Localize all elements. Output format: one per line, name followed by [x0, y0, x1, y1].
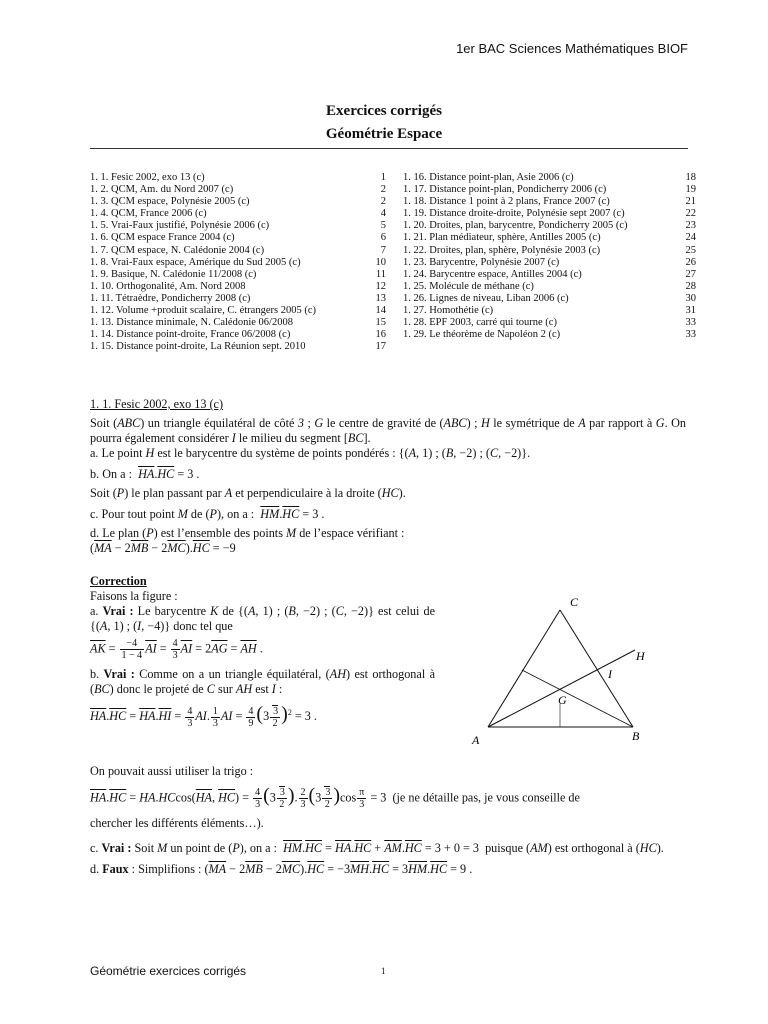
toc-entry[interactable] — [90, 196, 386, 208]
toc-entry[interactable] — [90, 317, 386, 329]
toc-entry-label: 1. 9. Basique, N. Calédonie 11/2008 (c) — [90, 268, 257, 280]
toc-entry[interactable] — [403, 232, 696, 244]
toc-entry-page: 5 — [380, 220, 386, 232]
toc-entry[interactable] — [90, 341, 386, 353]
toc-entry-label: 1. 13. Distance minimale, N. Calédonie 06/2008 — [90, 317, 293, 329]
toc-entry-label: 1. 27. Homothétie (c) — [403, 305, 494, 317]
toc-entry-page: 33 — [685, 317, 696, 329]
toc-entry-label: 1. 26. Lignes de niveau, Liban 2006 (c) — [403, 292, 569, 304]
toc-entry-page: 17 — [375, 341, 386, 353]
toc-entry-label: 1. 28. EPF 2003, carré qui tourne (c) — [403, 317, 557, 329]
page-number: 1 — [381, 966, 386, 976]
toc-entry-label: 1. 11. Tétraèdre, Pondicherry 2008 (c) — [90, 292, 251, 304]
toc-entry-page: 21 — [685, 196, 696, 208]
toc-entry-label: 1. 21. Plan médiateur, sphère, Antilles 2005 (c) — [403, 232, 601, 244]
toc-entry-label: 1. 7. QCM espace, N. Calédonie 2004 (c) — [90, 244, 265, 256]
toc-entry[interactable] — [403, 208, 696, 220]
median-b — [522, 670, 633, 727]
toc-entry[interactable] — [403, 172, 696, 184]
toc-entry-label: 1. 12. Volume +produit scalaire, C. étrangers 2005 (c) — [90, 305, 316, 317]
toc-entry-page: 2 — [380, 184, 386, 196]
toc-entry-page: 11 — [375, 268, 386, 280]
toc-entry[interactable] — [90, 293, 386, 305]
triangle-figure — [460, 592, 690, 752]
toc-entry[interactable] — [90, 245, 386, 257]
toc-entry[interactable] — [90, 184, 386, 196]
toc-entry[interactable] — [403, 305, 696, 317]
document-title: Exercices corrigés — [326, 103, 442, 119]
toc-entry-page: 1 — [380, 172, 386, 183]
toc-entry-label: 1. 20. Droites, plan, barycentre, Pondicherry 2005 (c) — [403, 220, 628, 232]
toc-entry-label: 1. 4. QCM, France 2006 (c) — [90, 208, 207, 220]
correction-part-trigo: On pouvait aussi utiliser la trigo : $\overline{HA}.\overline{HC} = HA.HCcos(\overline{HA}$, $\overline{HC}$) = $\frac{4}{3}$ (3 $\frac{3}{2}$ ). $\frac{2}{3}$ (3 $\frac{3}{2}$ )cos $\frac{\pi}{3}$ = 3 (je ne détaille pas, je vous conseille de chercher les différents éléments…). c. Vrai : Soit M un point de (P), on a : $\overline{HM}.\overline{HC} = \overline{HA}.\overline{HC} + \overline{AM}.\overline{HC} = 3 + 0 = 3$ puisque (AM) est orthogonal à (HC). d. Faux : Simplifions : $(\overline{MA} - 2\overline{MB} - 2\overline{MC}).\overline{HC} = -3\overline{MH}.\overline{HC} = 3\overline{HM}.\overline{HC} = 9$ . — [90, 764, 664, 876]
toc-entry-label: 1. 29. Le théorème de Napoléon 2 (c) — [403, 329, 561, 341]
toc-entry[interactable] — [90, 208, 386, 220]
toc-entry[interactable] — [90, 220, 386, 232]
label-h: H — [636, 649, 645, 663]
toc-entry-page: 16 — [375, 329, 386, 341]
toc-entry-label: 1. 18. Distance 1 point à 2 plans, France 2007 (c) — [403, 196, 610, 208]
toc-entry-page: 23 — [685, 220, 696, 232]
toc-entry[interactable] — [90, 281, 386, 293]
segment-ah — [488, 650, 635, 727]
toc-entry-label: 1. 1. Fesic 2002, exo 13 (c) — [90, 172, 205, 183]
toc-entry-page: 31 — [685, 305, 696, 317]
exercise-heading: 1. 1. Fesic 2002, exo 13 (c) — [90, 397, 224, 411]
toc-right-column — [403, 172, 696, 341]
toc-entry[interactable] — [403, 317, 696, 329]
toc-entry-page: 33 — [685, 329, 696, 341]
toc-entry-label: 1. 2. QCM, Am. du Nord 2007 (c) — [90, 184, 234, 196]
toc-entry-page: 24 — [685, 232, 696, 244]
toc-entry[interactable] — [403, 196, 696, 208]
toc-entry-page: 27 — [685, 268, 696, 280]
toc-entry[interactable] — [90, 257, 386, 269]
toc-entry[interactable] — [90, 305, 386, 317]
toc-entry-page: 22 — [685, 208, 696, 220]
toc-entry[interactable] — [403, 329, 696, 341]
document-subtitle: Géométrie Espace — [325, 126, 443, 142]
toc-entry-page: 4 — [380, 208, 386, 220]
correction-part-a: Correction Faisons la figure : a. Vrai : Le barycentre K de {(A, 1) ; (B, −2) ; (C, −2)} est celui de {(A, 1) ; (I, −4)} donc tel que $\overline{AK}$ = $\frac{-4}{1 - 4}$ $\overline{AI}$ = $\frac{4}{3}$ $\overline{AI} = 2\overline{AG} = \overline{AH}$ . b. Vrai : Comme on a un triangle équilatéral, (AH) est orthogonal à (BC) donc le projeté de C sur AH est I : $\overline{HA}.\overline{HC} = \overline{HA}.\overline{HI}$ = $\frac{4}{3}$ AI. $\frac{1}{3}$ AI = $\frac{4}{9}$ (3 $\frac{3}{2}$ )$^2$ = 3 . — [90, 574, 436, 729]
toc-entry-label: 1. 17. Distance point-plan, Pondicherry 2006 (c) — [403, 184, 607, 196]
toc-entry-label: 1. 25. Molécule de méthane (c) — [403, 280, 534, 292]
toc-entry[interactable] — [403, 269, 696, 281]
correction-heading: Correction — [90, 574, 147, 588]
toc-entry-page: 10 — [375, 256, 386, 268]
toc-entry-label: 1. 24. Barycentre espace, Antilles 2004 (c) — [403, 268, 582, 280]
toc-entry-page: 26 — [685, 256, 696, 268]
toc-entry-label: 1. 19. Distance droite-droite, Polynésie sept 2007 (c) — [403, 208, 625, 220]
toc-left-column — [90, 172, 386, 353]
toc-entry[interactable] — [403, 184, 696, 196]
toc-entry-page: 6 — [380, 232, 386, 244]
toc-entry-label: 1. 16. Distance point-plan, Asie 2006 (c) — [403, 172, 574, 183]
toc-entry-page: 28 — [685, 280, 696, 292]
label-a: A — [472, 733, 480, 747]
toc-entry-label: 1. 5. Vrai-Faux justifié, Polynésie 2006 (c) — [90, 220, 270, 232]
toc-entry-page: 7 — [380, 244, 386, 256]
label-b: B — [632, 729, 640, 743]
toc-entry-label: 1. 10. Orthogonalité, Am. Nord 2008 — [90, 280, 246, 292]
exercise-statement: Soit (ABC) un triangle équilatéral de côté 3 ; G le centre de gravité de (ABC) ; H le symétrique de A par rapport à G. On pourra également considérer I le milieu du segment [BC]. a. Le point H est le barycentre du système de points pondérés : {(A, 1) ; (B, −2) ; (C, −2)}. b. On a : $\overline{HA}.\overline{HC} = 3$ . Soit (P) le plan passant par A et perpendiculaire à la droite (HC). c. Pour tout point M de (P), on a : $\overline{HM}.\overline{HC} = 3$ . d. Le plan (P) est l’ensemble des points M de l’espace vérifiant : $(\overline{MA} - 2\overline{MB} - 2\overline{MC}).\overline{HC} = -9$ — [90, 416, 687, 555]
toc-entry[interactable] — [90, 232, 386, 244]
toc-entry[interactable] — [403, 281, 696, 293]
toc-entry-page: 14 — [375, 305, 386, 317]
course-header: 1er BAC Sciences Mathématiques BIOF — [456, 41, 688, 56]
toc-entry[interactable] — [403, 245, 696, 257]
segment-bc — [560, 610, 633, 727]
toc-entry-label: 1. 8. Vrai-Faux espace, Amérique du Sud 2005 (c) — [90, 256, 301, 268]
figure-intro: Faisons la figure : — [90, 589, 178, 603]
label-c: C — [570, 595, 579, 609]
label-g: G — [558, 693, 567, 707]
toc-entry-page: 30 — [685, 292, 696, 304]
toc-entry-label: 1. 3. QCM espace, Polynésie 2005 (c) — [90, 196, 250, 208]
toc-entry[interactable] — [403, 220, 696, 232]
toc-entry-page: 19 — [685, 184, 696, 196]
toc-entry[interactable] — [403, 257, 696, 269]
toc-entry-page: 15 — [375, 317, 386, 329]
toc-entry[interactable] — [90, 172, 386, 184]
title-divider — [90, 148, 688, 149]
toc-entry-page: 12 — [375, 280, 386, 292]
toc-entry-page: 18 — [685, 172, 696, 183]
label-i: I — [608, 667, 612, 681]
toc-entry[interactable] — [403, 293, 696, 305]
toc-entry[interactable] — [90, 269, 386, 281]
footer-title: Géométrie exercices corrigés — [90, 964, 247, 978]
toc-entry-page: 13 — [375, 292, 386, 304]
toc-entry-label: 1. 15. Distance point-droite, La Réunion sept. 2010 — [90, 341, 306, 353]
toc-entry-label: 1. 6. QCM espace France 2004 (c) — [90, 232, 235, 244]
toc-entry-label: 1. 23. Barycentre, Polynésie 2007 (c) — [403, 256, 560, 268]
toc-entry-page: 25 — [685, 244, 696, 256]
toc-entry-label: 1. 14. Distance point-droite, France 06/2008 (c) — [90, 329, 291, 341]
toc-entry[interactable] — [90, 329, 386, 341]
toc-entry-label: 1. 22. Droites, plan, sphère, Polynésie 2003 (c) — [403, 244, 601, 256]
toc-entry-page: 2 — [380, 196, 386, 208]
segment-ac — [488, 610, 560, 727]
